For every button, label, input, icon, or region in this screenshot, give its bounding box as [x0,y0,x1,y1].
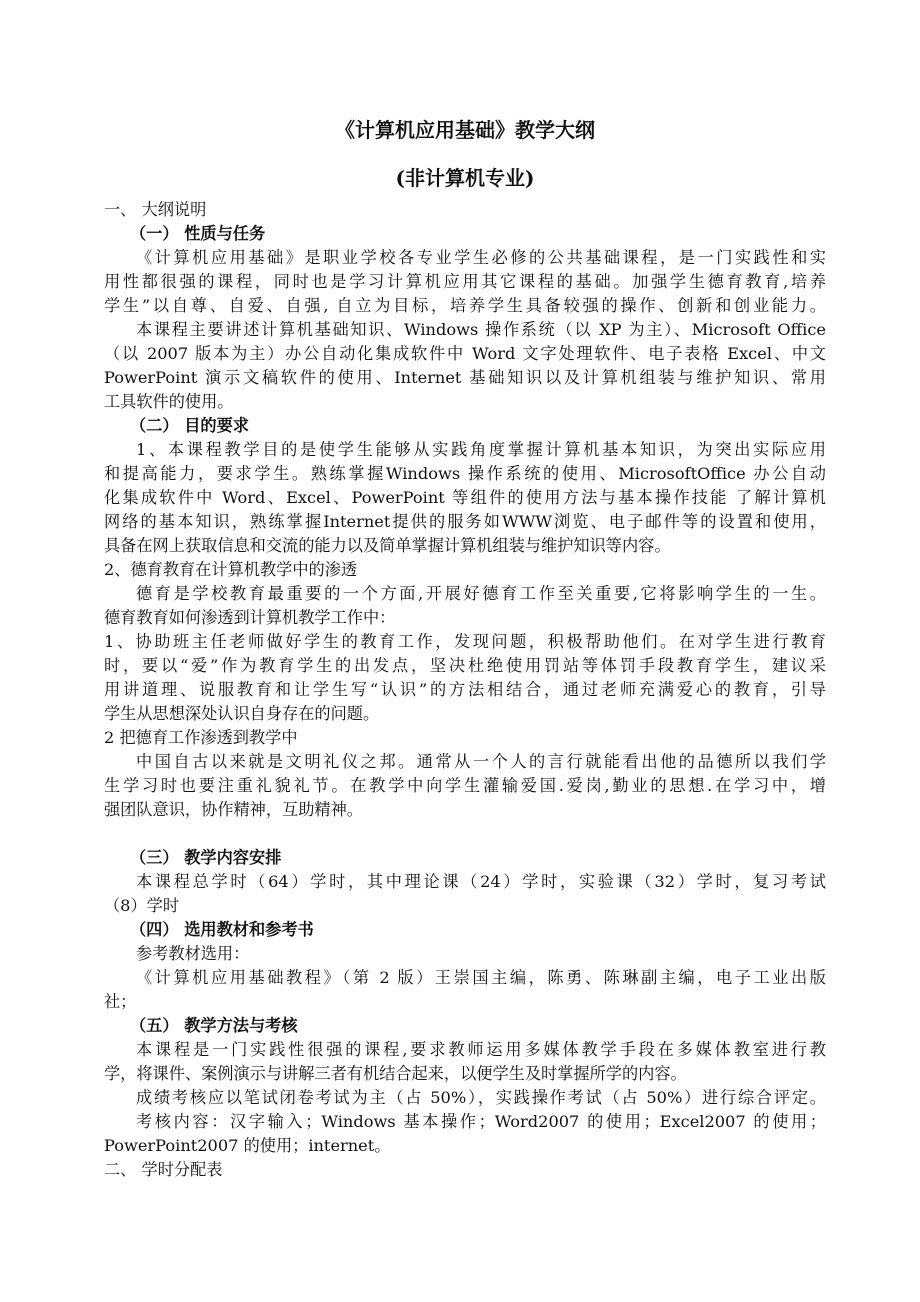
paragraph-line: 中国自古以来就是文明礼仪之邦。通常从一个人的言行就能看出他的品德所以我们学 [136,752,826,771]
paragraph-line: 《计算机应用基础教程》（第 2 版）王崇国主编，陈勇、陈琳副主编，电子工业出版 [136,968,826,987]
paragraph-line: 强团队意识，协作精神，互助精神。 [104,800,363,819]
paragraph-line: 成绩考核应以笔试闭卷考试为主（占 50%），实践操作考试（占 50%）进行综合评定。 [136,1088,826,1107]
paragraph-line: 学，将课件、案例演示与讲解三者有机结合起来，以便学生及时掌握所学的内容。 [104,1064,687,1083]
subsection-heading-4: （四） 选用教材和参考书 [130,920,314,939]
paragraph-line: 具备在网上获取信息和交流的能力以及简单掌握计算机组装与维护知识等内容。 [104,536,671,555]
paragraph-line: 本课程主要讲述计算机基础知识、Windows 操作系统（以 XP 为主）、Microsoft Office [136,320,826,339]
paragraph-line: 考核内容：汉字输入；Windows 基本操作；Word2007 的使用；Excel2007 的使用； [136,1112,826,1131]
paragraph-line: 和提高能力，要求学生。熟练掌握Windows 操作系统的使用、MicrosoftOffice 办公自动 [104,464,826,483]
paragraph-line: 学生”以自尊、自爱、自强, 自立为目标，培养学生具备较强的操作、创新和创业能力。 [104,296,826,315]
item-heading: 2 把德育工作渗透到教学中 [104,728,298,747]
paragraph-line: 德育教育如何渗透到计算机教学工作中： [104,608,396,627]
paragraph-line: 1、本课程教学目的是使学生能够从实践角度掌握计算机基本知识，为突出实际应用 [136,440,826,459]
document-subtitle: (非计算机专业) [395,166,535,190]
paragraph-line: （8）学时 [104,896,180,915]
subsection-heading-2: （二） 目的要求 [130,416,249,435]
paragraph-line: 德育是学校教育最重要的一个方面,开展好德育工作至关重要,它将影响学生的一生。 [136,584,826,603]
subsection-heading-5: （五） 教学方法与考核 [130,1016,298,1035]
paragraph-line: 社； [104,992,137,1011]
paragraph-line: 时，要以“爱”作为教育学生的出发点，坚决杜绝使用罚站等体罚手段教育学生，建议采 [104,656,826,675]
subsection-heading-1: （一） 性质与任务 [130,224,266,243]
paragraph-line: PowerPoint 演示文稿软件的使用、Internet 基础知识以及计算机组装与维护知识、常用 [104,368,826,387]
paragraph-line: 化集成软件中 Word、Excel、PowerPoint 等组件的使用方法与基本操作技能 了解计算机 [104,488,826,507]
subsection-heading-3: （三） 教学内容安排 [130,848,282,867]
paragraph-line: PowerPoint2007 的使用；internet。 [104,1136,391,1155]
paragraph-line: 《计算机应用基础》是职业学校各专业学生必修的公共基础课程，是一门实践性和实 [136,248,826,267]
document-title: 《计算机应用基础》教学大纲 [335,118,595,142]
paragraph-line: 参考教材选用： [136,944,250,963]
paragraph-line: 网络的基本知识，熟练掌握Internet提供的服务如WWW浏览、电子邮件等的设置和使用， [104,512,826,531]
paragraph-line: 学生从思想深处认识自身存在的问题。 [104,704,380,723]
paragraph-line: 本课程总学时（64）学时，其中理论课（24）学时，实验课（32）学时，复习考试 [136,872,826,891]
paragraph-line: 1、协助班主任老师做好学生的教育工作，发现问题，积极帮助他们。在对学生进行教育 [104,632,826,651]
section-heading-1: 一、 大纲说明 [104,200,207,219]
paragraph-line: 用讲道理、说服教育和让学生写“认识”的方法相结合，通过老师充满爱心的教育，引导 [104,680,826,699]
paragraph-line: 用性都很强的课程，同时也是学习计算机应用其它课程的基础。加强学生德育教育,培养 [104,272,826,291]
item-heading: 2、德育教育在计算机教学中的渗透 [104,560,358,579]
paragraph-line: 工具软件的使用。 [104,392,234,411]
section-heading-2: 二、 学时分配表 [104,1160,223,1179]
paragraph-line: （以 2007 版本为主）办公自动化集成软件中 Word 文字处理软件、电子表格 Excel、中文 [104,344,826,363]
paragraph-line: 本课程是一门实践性很强的课程,要求教师运用多媒体教学手段在多媒体教室进行教 [136,1040,826,1059]
paragraph-line: 生学习时也要注重礼貌礼节。在教学中向学生灌输爱国.爱岗,勤业的思想.在学习中，增 [104,776,826,795]
